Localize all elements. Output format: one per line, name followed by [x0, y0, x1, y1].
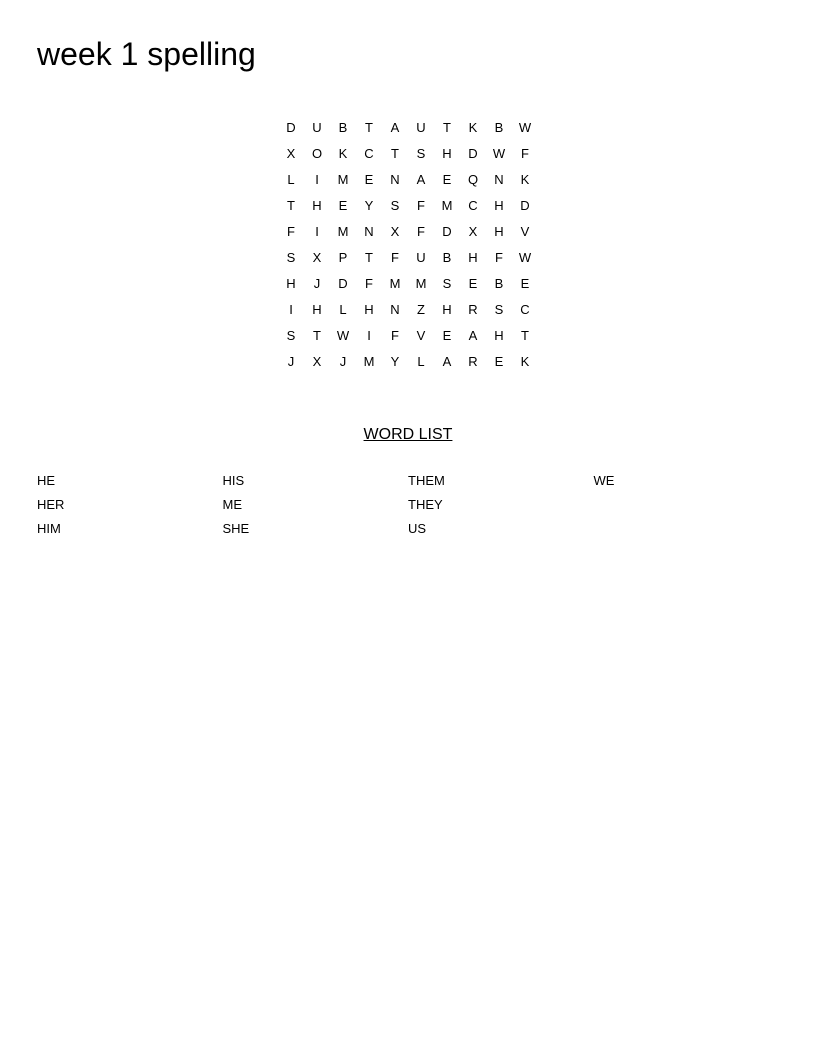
- grid-letter: T: [365, 120, 373, 135]
- grid-letter: U: [416, 250, 426, 265]
- grid-letter: H: [442, 302, 452, 317]
- grid-letter: H: [312, 198, 322, 213]
- grid-letter: X: [312, 250, 322, 265]
- grid-letter: N: [494, 172, 504, 187]
- grid-letter: W: [492, 146, 506, 161]
- grid-letter: K: [520, 172, 530, 187]
- grid-letter: R: [468, 354, 478, 369]
- grid-letter: D: [286, 120, 296, 135]
- grid-letter: T: [365, 250, 373, 265]
- grid-letter: E: [468, 276, 478, 291]
- grid-letter: Y: [390, 354, 400, 369]
- grid-letter: H: [286, 276, 296, 291]
- grid-letter: P: [338, 250, 348, 265]
- word-list-item: HIM: [37, 521, 61, 536]
- word-search-grid: [278, 115, 538, 375]
- grid-letter: M: [389, 276, 401, 291]
- grid-letter: S: [286, 250, 296, 265]
- grid-letter: U: [416, 120, 426, 135]
- grid-letter: W: [518, 120, 532, 135]
- grid-letter: D: [520, 198, 530, 213]
- grid-letter: X: [468, 224, 478, 239]
- grid-letter: M: [441, 198, 453, 213]
- word-list-item: THEY: [408, 497, 443, 512]
- grid-letter: H: [442, 146, 452, 161]
- grid-letter: W: [518, 250, 532, 265]
- grid-letter: C: [520, 302, 530, 317]
- grid-letter: H: [468, 250, 478, 265]
- grid-letter: Z: [417, 302, 425, 317]
- grid-letter: K: [468, 120, 478, 135]
- grid-letter: D: [468, 146, 478, 161]
- grid-letter: S: [494, 302, 504, 317]
- grid-letter: B: [494, 120, 504, 135]
- grid-letter: X: [390, 224, 400, 239]
- grid-letter: W: [336, 328, 350, 343]
- grid-letter: M: [363, 354, 375, 369]
- grid-letter: B: [338, 120, 348, 135]
- grid-letter: E: [442, 172, 452, 187]
- grid-letter: E: [520, 276, 530, 291]
- grid-letter: T: [391, 146, 399, 161]
- grid-letter: T: [521, 328, 529, 343]
- word-list-item: HIS: [222, 473, 245, 488]
- grid-letter: S: [286, 328, 296, 343]
- grid-letter: C: [364, 146, 374, 161]
- grid-letter: N: [390, 172, 400, 187]
- grid-letter: E: [494, 354, 504, 369]
- grid-letter: D: [442, 224, 452, 239]
- word-list-title: WORD LIST: [363, 426, 453, 443]
- grid-letter: L: [339, 302, 347, 317]
- word-list-item: HE: [37, 473, 56, 488]
- grid-letter: M: [415, 276, 427, 291]
- grid-letter: B: [494, 276, 504, 291]
- grid-letter: F: [417, 224, 425, 239]
- grid-letter: L: [287, 172, 295, 187]
- grid-letter: H: [312, 302, 322, 317]
- grid-letter: F: [417, 198, 425, 213]
- grid-letter: X: [312, 354, 322, 369]
- word-list-item: THEM: [408, 473, 445, 488]
- grid-letter: M: [337, 172, 349, 187]
- grid-letter: H: [494, 224, 504, 239]
- grid-letter: F: [287, 224, 295, 239]
- grid-letter: L: [417, 354, 425, 369]
- grid-letter: V: [416, 328, 426, 343]
- grid-letter: E: [364, 172, 374, 187]
- grid-letter: T: [443, 120, 451, 135]
- grid-letter: H: [494, 198, 504, 213]
- word-list-item: WE: [593, 473, 615, 488]
- grid-letter: H: [494, 328, 504, 343]
- word-list-item: ME: [222, 497, 242, 512]
- grid-letter: F: [391, 328, 399, 343]
- grid-letter: B: [442, 250, 452, 265]
- grid-letter: E: [442, 328, 452, 343]
- grid-letter: H: [364, 302, 374, 317]
- grid-letter: X: [286, 146, 296, 161]
- grid-letter: K: [338, 146, 348, 161]
- grid-letter: A: [468, 328, 478, 343]
- page-title: week 1 spelling: [37, 36, 256, 72]
- grid-letter: A: [442, 354, 452, 369]
- grid-letter: J: [339, 354, 347, 369]
- grid-letter: R: [468, 302, 478, 317]
- grid-letter: T: [287, 198, 295, 213]
- grid-letter: J: [287, 354, 295, 369]
- grid-letter: J: [313, 276, 321, 291]
- grid-letter: S: [416, 146, 426, 161]
- grid-letter: K: [520, 354, 530, 369]
- grid-letter: F: [495, 250, 503, 265]
- grid-letter: I: [315, 172, 319, 187]
- word-list-item: SHE: [222, 521, 250, 536]
- word-list-empty-slot: [594, 494, 780, 518]
- grid-letter: I: [289, 302, 293, 317]
- grid-letter: A: [416, 172, 426, 187]
- grid-letter: F: [365, 276, 373, 291]
- grid-letter: V: [520, 224, 530, 239]
- grid-letter: U: [312, 120, 322, 135]
- grid-letter: F: [521, 146, 529, 161]
- grid-letter: S: [390, 198, 400, 213]
- grid-letter: N: [364, 224, 374, 239]
- word-list-item: HER: [37, 497, 65, 512]
- grid-letter: F: [391, 250, 399, 265]
- grid-letter: N: [390, 302, 400, 317]
- grid-letter: I: [367, 328, 371, 343]
- grid-letter: O: [311, 146, 323, 161]
- grid-letter: T: [313, 328, 321, 343]
- grid-letter: Q: [467, 172, 479, 187]
- grid-letter: C: [468, 198, 478, 213]
- grid-letter: M: [337, 224, 349, 239]
- grid-letter: Y: [364, 198, 374, 213]
- word-list-empty-slot: [594, 518, 780, 542]
- grid-letter: D: [338, 276, 348, 291]
- word-list-item: US: [408, 521, 427, 536]
- grid-letter: A: [390, 120, 400, 135]
- grid-letter: E: [338, 198, 348, 213]
- word-list: [37, 470, 779, 542]
- grid-letter: I: [315, 224, 319, 239]
- grid-letter: S: [442, 276, 452, 291]
